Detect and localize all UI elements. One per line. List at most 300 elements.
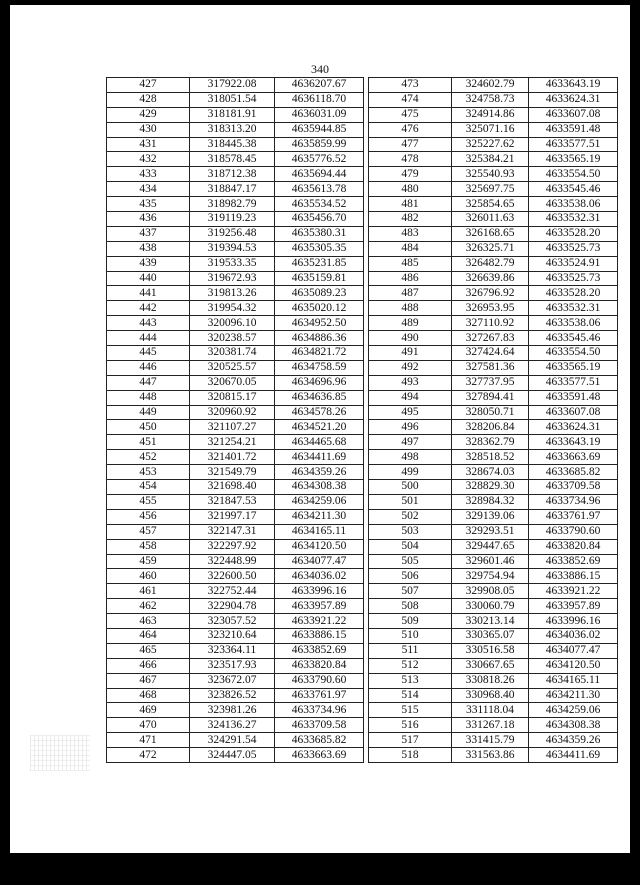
y-coordinate-cell: 4635305.35 xyxy=(275,241,364,256)
x-coordinate-cell: 324758.73 xyxy=(452,92,529,107)
point-number-cell: 471 xyxy=(107,733,190,748)
x-coordinate-cell: 318982.79 xyxy=(190,197,275,212)
x-coordinate-cell: 320960.92 xyxy=(190,405,275,420)
point-number-cell: 434 xyxy=(107,182,190,197)
point-number-cell: 502 xyxy=(369,509,452,524)
table-row xyxy=(107,316,364,331)
y-coordinate-cell: 4633545.46 xyxy=(529,182,618,197)
point-number-cell: 451 xyxy=(107,435,190,450)
y-coordinate-cell: 4634359.26 xyxy=(275,465,364,480)
table-row xyxy=(107,286,364,301)
point-number-cell: 448 xyxy=(107,390,190,405)
table-row xyxy=(107,256,364,271)
point-number-cell: 512 xyxy=(369,658,452,673)
point-number-cell: 505 xyxy=(369,554,452,569)
x-coordinate-cell: 327110.92 xyxy=(452,316,529,331)
x-coordinate-cell: 321254.21 xyxy=(190,435,275,450)
table-row xyxy=(107,420,364,435)
table-row xyxy=(107,271,364,286)
table-row xyxy=(107,197,364,212)
table-row xyxy=(107,78,364,93)
y-coordinate-cell: 4633820.84 xyxy=(275,658,364,673)
table-row xyxy=(369,494,618,509)
point-number-cell: 429 xyxy=(107,107,190,122)
table-row xyxy=(369,569,618,584)
table-row xyxy=(369,599,618,614)
x-coordinate-cell: 319394.53 xyxy=(190,241,275,256)
y-coordinate-cell: 4634465.68 xyxy=(275,435,364,450)
x-coordinate-cell: 319256.48 xyxy=(190,226,275,241)
point-number-cell: 444 xyxy=(107,331,190,346)
y-coordinate-cell: 4635776.52 xyxy=(275,152,364,167)
x-coordinate-cell: 320815.17 xyxy=(190,390,275,405)
point-number-cell: 452 xyxy=(107,450,190,465)
x-coordinate-cell: 318712.38 xyxy=(190,167,275,182)
point-number-cell: 432 xyxy=(107,152,190,167)
x-coordinate-cell: 326796.92 xyxy=(452,286,529,301)
coordinates-table-left xyxy=(106,77,364,763)
y-coordinate-cell: 4636207.67 xyxy=(275,78,364,93)
point-number-cell: 510 xyxy=(369,628,452,643)
point-number-cell: 450 xyxy=(107,420,190,435)
x-coordinate-cell: 323672.07 xyxy=(190,673,275,688)
point-number-cell: 470 xyxy=(107,718,190,733)
table-row xyxy=(369,122,618,137)
table-row xyxy=(369,628,618,643)
x-coordinate-cell: 322752.44 xyxy=(190,584,275,599)
x-coordinate-cell: 328829.30 xyxy=(452,480,529,495)
y-coordinate-cell: 4633734.96 xyxy=(275,703,364,718)
point-number-cell: 513 xyxy=(369,673,452,688)
x-coordinate-cell: 328050.71 xyxy=(452,405,529,420)
x-coordinate-cell: 328206.84 xyxy=(452,420,529,435)
y-coordinate-cell: 4633624.31 xyxy=(529,420,618,435)
x-coordinate-cell: 320670.05 xyxy=(190,375,275,390)
coordinates-table-right xyxy=(368,77,618,763)
x-coordinate-cell: 330060.79 xyxy=(452,599,529,614)
y-coordinate-cell: 4633921.22 xyxy=(529,584,618,599)
table-row xyxy=(369,271,618,286)
y-coordinate-cell: 4635089.23 xyxy=(275,286,364,301)
table-row xyxy=(107,167,364,182)
table-row xyxy=(107,212,364,227)
point-number-cell: 518 xyxy=(369,748,452,763)
point-number-cell: 472 xyxy=(107,748,190,763)
point-number-cell: 468 xyxy=(107,688,190,703)
table-row xyxy=(107,494,364,509)
x-coordinate-cell: 330968.40 xyxy=(452,688,529,703)
table-row xyxy=(369,78,618,93)
scan-artifact xyxy=(30,735,90,771)
point-number-cell: 428 xyxy=(107,92,190,107)
y-coordinate-cell: 4633538.06 xyxy=(529,197,618,212)
y-coordinate-cell: 4633607.08 xyxy=(529,107,618,122)
x-coordinate-cell: 319533.35 xyxy=(190,256,275,271)
point-number-cell: 464 xyxy=(107,628,190,643)
point-number-cell: 492 xyxy=(369,360,452,375)
y-coordinate-cell: 4635456.70 xyxy=(275,212,364,227)
y-coordinate-cell: 4633565.19 xyxy=(529,360,618,375)
y-coordinate-cell: 4633524.91 xyxy=(529,256,618,271)
y-coordinate-cell: 4633761.97 xyxy=(529,509,618,524)
table-row xyxy=(107,405,364,420)
point-number-cell: 488 xyxy=(369,301,452,316)
y-coordinate-cell: 4634696.96 xyxy=(275,375,364,390)
y-coordinate-cell: 4633685.82 xyxy=(275,733,364,748)
x-coordinate-cell: 329754.94 xyxy=(452,569,529,584)
point-number-cell: 515 xyxy=(369,703,452,718)
y-coordinate-cell: 4633538.06 xyxy=(529,316,618,331)
y-coordinate-cell: 4634359.26 xyxy=(529,733,618,748)
coordinates-table-right-body xyxy=(369,78,618,763)
x-coordinate-cell: 328362.79 xyxy=(452,435,529,450)
x-coordinate-cell: 318181.91 xyxy=(190,107,275,122)
point-number-cell: 493 xyxy=(369,375,452,390)
point-number-cell: 445 xyxy=(107,346,190,361)
table-row xyxy=(369,480,618,495)
table-row xyxy=(369,241,618,256)
x-coordinate-cell: 320238.57 xyxy=(190,331,275,346)
y-coordinate-cell: 4633607.08 xyxy=(529,405,618,420)
y-coordinate-cell: 4634259.06 xyxy=(529,703,618,718)
x-coordinate-cell: 323057.52 xyxy=(190,614,275,629)
point-number-cell: 439 xyxy=(107,256,190,271)
y-coordinate-cell: 4633528.20 xyxy=(529,226,618,241)
table-row xyxy=(369,733,618,748)
y-coordinate-cell: 4633852.69 xyxy=(275,643,364,658)
table-row xyxy=(107,137,364,152)
y-coordinate-cell: 4634036.02 xyxy=(275,569,364,584)
x-coordinate-cell: 327737.95 xyxy=(452,375,529,390)
point-number-cell: 435 xyxy=(107,197,190,212)
point-number-cell: 507 xyxy=(369,584,452,599)
y-coordinate-cell: 4633820.84 xyxy=(529,539,618,554)
table-row xyxy=(107,718,364,733)
point-number-cell: 465 xyxy=(107,643,190,658)
y-coordinate-cell: 4633591.48 xyxy=(529,122,618,137)
y-coordinate-cell: 4634077.47 xyxy=(529,643,618,658)
point-number-cell: 509 xyxy=(369,614,452,629)
table-row xyxy=(369,405,618,420)
table-row xyxy=(369,92,618,107)
point-number-cell: 431 xyxy=(107,137,190,152)
point-number-cell: 476 xyxy=(369,122,452,137)
table-row xyxy=(107,703,364,718)
page-number: 340 xyxy=(311,62,329,76)
y-coordinate-cell: 4634165.11 xyxy=(529,673,618,688)
table-row xyxy=(107,465,364,480)
table-row xyxy=(107,614,364,629)
table-row xyxy=(369,107,618,122)
table-row xyxy=(369,375,618,390)
point-number-cell: 474 xyxy=(369,92,452,107)
table-row xyxy=(369,390,618,405)
y-coordinate-cell: 4633709.58 xyxy=(529,480,618,495)
y-coordinate-cell: 4633532.31 xyxy=(529,212,618,227)
point-number-cell: 482 xyxy=(369,212,452,227)
point-number-cell: 491 xyxy=(369,346,452,361)
x-coordinate-cell: 320525.57 xyxy=(190,360,275,375)
table-row xyxy=(369,584,618,599)
table-row xyxy=(107,92,364,107)
x-coordinate-cell: 324602.79 xyxy=(452,78,529,93)
x-coordinate-cell: 320096.10 xyxy=(190,316,275,331)
table-row xyxy=(107,450,364,465)
point-number-cell: 441 xyxy=(107,286,190,301)
y-coordinate-cell: 4633790.60 xyxy=(529,524,618,539)
x-coordinate-cell: 325854.65 xyxy=(452,197,529,212)
y-coordinate-cell: 4634259.06 xyxy=(275,494,364,509)
table-row xyxy=(107,554,364,569)
table-row xyxy=(369,286,618,301)
point-number-cell: 443 xyxy=(107,316,190,331)
point-number-cell: 453 xyxy=(107,465,190,480)
x-coordinate-cell: 318051.54 xyxy=(190,92,275,107)
point-number-cell: 506 xyxy=(369,569,452,584)
y-coordinate-cell: 4633624.31 xyxy=(529,92,618,107)
x-coordinate-cell: 322147.31 xyxy=(190,524,275,539)
x-coordinate-cell: 329139.06 xyxy=(452,509,529,524)
table-row xyxy=(107,375,364,390)
point-number-cell: 504 xyxy=(369,539,452,554)
point-number-cell: 517 xyxy=(369,733,452,748)
x-coordinate-cell: 319954.32 xyxy=(190,301,275,316)
y-coordinate-cell: 4634120.50 xyxy=(529,658,618,673)
table-row xyxy=(369,137,618,152)
x-coordinate-cell: 322904.78 xyxy=(190,599,275,614)
point-number-cell: 477 xyxy=(369,137,452,152)
x-coordinate-cell: 326639.86 xyxy=(452,271,529,286)
table-row xyxy=(107,688,364,703)
x-coordinate-cell: 327894.41 xyxy=(452,390,529,405)
y-coordinate-cell: 4635944.85 xyxy=(275,122,364,137)
point-number-cell: 433 xyxy=(107,167,190,182)
y-coordinate-cell: 4635231.85 xyxy=(275,256,364,271)
point-number-cell: 442 xyxy=(107,301,190,316)
table-row xyxy=(369,360,618,375)
y-coordinate-cell: 4636031.09 xyxy=(275,107,364,122)
y-coordinate-cell: 4633886.15 xyxy=(529,569,618,584)
x-coordinate-cell: 317922.08 xyxy=(190,78,275,93)
y-coordinate-cell: 4635534.52 xyxy=(275,197,364,212)
table-row xyxy=(369,465,618,480)
point-number-cell: 438 xyxy=(107,241,190,256)
y-coordinate-cell: 4633532.31 xyxy=(529,301,618,316)
x-coordinate-cell: 326011.63 xyxy=(452,212,529,227)
table-row xyxy=(369,703,618,718)
x-coordinate-cell: 322297.92 xyxy=(190,539,275,554)
table-row xyxy=(369,331,618,346)
table-row xyxy=(107,122,364,137)
x-coordinate-cell: 327267.83 xyxy=(452,331,529,346)
y-coordinate-cell: 4633554.50 xyxy=(529,346,618,361)
table-row xyxy=(107,643,364,658)
table-row xyxy=(369,152,618,167)
point-number-cell: 463 xyxy=(107,614,190,629)
table-row xyxy=(369,197,618,212)
y-coordinate-cell: 4634886.36 xyxy=(275,331,364,346)
y-coordinate-cell: 4633685.82 xyxy=(529,465,618,480)
x-coordinate-cell: 330516.58 xyxy=(452,643,529,658)
point-number-cell: 466 xyxy=(107,658,190,673)
table-row xyxy=(369,509,618,524)
y-coordinate-cell: 4634636.85 xyxy=(275,390,364,405)
table-row xyxy=(107,748,364,763)
y-coordinate-cell: 4634821.72 xyxy=(275,346,364,361)
point-number-cell: 484 xyxy=(369,241,452,256)
table-row xyxy=(369,554,618,569)
point-number-cell: 462 xyxy=(107,599,190,614)
x-coordinate-cell: 330818.26 xyxy=(452,673,529,688)
y-coordinate-cell: 4634411.69 xyxy=(529,748,618,763)
point-number-cell: 458 xyxy=(107,539,190,554)
y-coordinate-cell: 4635694.44 xyxy=(275,167,364,182)
y-coordinate-cell: 4633565.19 xyxy=(529,152,618,167)
point-number-cell: 501 xyxy=(369,494,452,509)
x-coordinate-cell: 325697.75 xyxy=(452,182,529,197)
x-coordinate-cell: 325227.62 xyxy=(452,137,529,152)
table-row xyxy=(107,509,364,524)
y-coordinate-cell: 4634308.38 xyxy=(275,480,364,495)
point-number-cell: 436 xyxy=(107,212,190,227)
x-coordinate-cell: 326325.71 xyxy=(452,241,529,256)
x-coordinate-cell: 323981.26 xyxy=(190,703,275,718)
y-coordinate-cell: 4633886.15 xyxy=(275,628,364,643)
x-coordinate-cell: 331118.04 xyxy=(452,703,529,718)
x-coordinate-cell: 318847.17 xyxy=(190,182,275,197)
table-row xyxy=(369,614,618,629)
table-row xyxy=(107,480,364,495)
x-coordinate-cell: 328984.32 xyxy=(452,494,529,509)
point-number-cell: 449 xyxy=(107,405,190,420)
x-coordinate-cell: 321698.40 xyxy=(190,480,275,495)
point-number-cell: 508 xyxy=(369,599,452,614)
y-coordinate-cell: 4634036.02 xyxy=(529,628,618,643)
point-number-cell: 478 xyxy=(369,152,452,167)
y-coordinate-cell: 4634211.30 xyxy=(529,688,618,703)
point-number-cell: 485 xyxy=(369,256,452,271)
y-coordinate-cell: 4635380.31 xyxy=(275,226,364,241)
point-number-cell: 460 xyxy=(107,569,190,584)
x-coordinate-cell: 331563.86 xyxy=(452,748,529,763)
x-coordinate-cell: 322600.50 xyxy=(190,569,275,584)
table-row xyxy=(107,673,364,688)
x-coordinate-cell: 321997.17 xyxy=(190,509,275,524)
point-number-cell: 516 xyxy=(369,718,452,733)
table-row xyxy=(107,599,364,614)
point-number-cell: 487 xyxy=(369,286,452,301)
x-coordinate-cell: 329293.51 xyxy=(452,524,529,539)
y-coordinate-cell: 4633663.69 xyxy=(275,748,364,763)
table-row xyxy=(107,331,364,346)
x-coordinate-cell: 319813.26 xyxy=(190,286,275,301)
x-coordinate-cell: 323364.11 xyxy=(190,643,275,658)
point-number-cell: 514 xyxy=(369,688,452,703)
point-number-cell: 511 xyxy=(369,643,452,658)
y-coordinate-cell: 4633734.96 xyxy=(529,494,618,509)
point-number-cell: 480 xyxy=(369,182,452,197)
x-coordinate-cell: 324447.05 xyxy=(190,748,275,763)
x-coordinate-cell: 320381.74 xyxy=(190,346,275,361)
x-coordinate-cell: 319119.23 xyxy=(190,212,275,227)
x-coordinate-cell: 329908.05 xyxy=(452,584,529,599)
x-coordinate-cell: 328674.03 xyxy=(452,465,529,480)
table-row xyxy=(369,539,618,554)
point-number-cell: 467 xyxy=(107,673,190,688)
table-row xyxy=(107,346,364,361)
table-row xyxy=(369,301,618,316)
y-coordinate-cell: 4635020.12 xyxy=(275,301,364,316)
table-row xyxy=(369,182,618,197)
x-coordinate-cell: 323517.93 xyxy=(190,658,275,673)
y-coordinate-cell: 4634165.11 xyxy=(275,524,364,539)
point-number-cell: 490 xyxy=(369,331,452,346)
point-number-cell: 483 xyxy=(369,226,452,241)
point-number-cell: 461 xyxy=(107,584,190,599)
y-coordinate-cell: 4633591.48 xyxy=(529,390,618,405)
point-number-cell: 503 xyxy=(369,524,452,539)
point-number-cell: 500 xyxy=(369,480,452,495)
point-number-cell: 459 xyxy=(107,554,190,569)
point-number-cell: 427 xyxy=(107,78,190,93)
x-coordinate-cell: 329447.65 xyxy=(452,539,529,554)
table-row xyxy=(369,748,618,763)
point-number-cell: 495 xyxy=(369,405,452,420)
y-coordinate-cell: 4633577.51 xyxy=(529,375,618,390)
x-coordinate-cell: 330213.14 xyxy=(452,614,529,629)
coordinates-table-left-body xyxy=(107,78,364,763)
y-coordinate-cell: 4633790.60 xyxy=(275,673,364,688)
x-coordinate-cell: 319672.93 xyxy=(190,271,275,286)
table-row xyxy=(107,628,364,643)
point-number-cell: 437 xyxy=(107,226,190,241)
x-coordinate-cell: 321847.53 xyxy=(190,494,275,509)
point-number-cell: 446 xyxy=(107,360,190,375)
table-row xyxy=(107,539,364,554)
x-coordinate-cell: 321549.79 xyxy=(190,465,275,480)
y-coordinate-cell: 4634411.69 xyxy=(275,450,364,465)
table-row xyxy=(107,658,364,673)
point-number-cell: 497 xyxy=(369,435,452,450)
y-coordinate-cell: 4633643.19 xyxy=(529,78,618,93)
point-number-cell: 494 xyxy=(369,390,452,405)
table-row xyxy=(107,584,364,599)
table-row xyxy=(369,658,618,673)
y-coordinate-cell: 4633921.22 xyxy=(275,614,364,629)
table-row xyxy=(369,420,618,435)
x-coordinate-cell: 318445.38 xyxy=(190,137,275,152)
y-coordinate-cell: 4633528.20 xyxy=(529,286,618,301)
table-row xyxy=(369,346,618,361)
table-row xyxy=(369,643,618,658)
y-coordinate-cell: 4635159.81 xyxy=(275,271,364,286)
table-row xyxy=(107,107,364,122)
y-coordinate-cell: 4634308.38 xyxy=(529,718,618,733)
x-coordinate-cell: 327424.64 xyxy=(452,346,529,361)
table-row xyxy=(369,524,618,539)
table-row xyxy=(369,673,618,688)
table-row xyxy=(107,360,364,375)
point-number-cell: 475 xyxy=(369,107,452,122)
point-number-cell: 430 xyxy=(107,122,190,137)
y-coordinate-cell: 4633709.58 xyxy=(275,718,364,733)
point-number-cell: 454 xyxy=(107,480,190,495)
point-number-cell: 473 xyxy=(369,78,452,93)
table-row xyxy=(107,182,364,197)
x-coordinate-cell: 323826.52 xyxy=(190,688,275,703)
y-coordinate-cell: 4633996.16 xyxy=(275,584,364,599)
document-page xyxy=(10,5,630,853)
